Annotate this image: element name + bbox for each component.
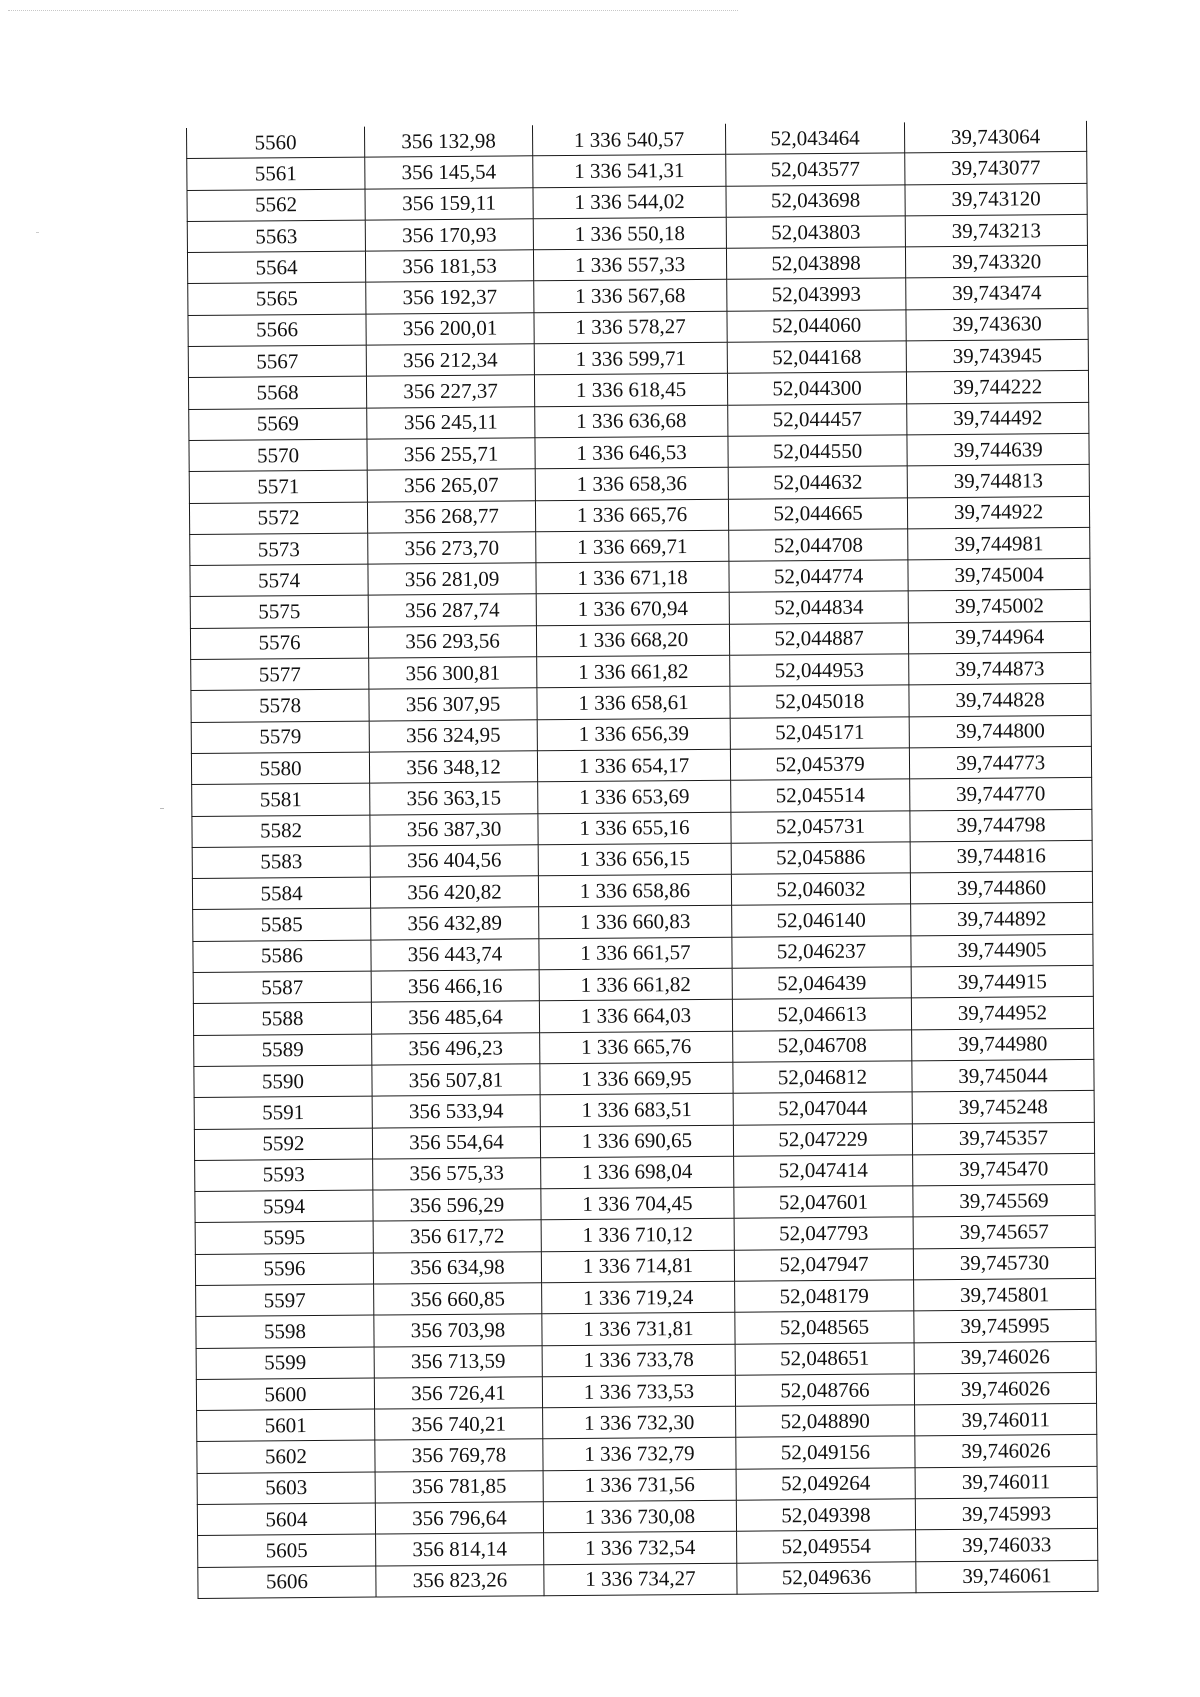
longitude-cell: 39,743120 [905,183,1087,216]
x-coordinate-cell: 356 265,07 [367,469,535,502]
longitude-cell: 39,744981 [908,527,1090,560]
latitude-cell: 52,044300 [727,372,906,405]
latitude-cell: 52,044168 [727,341,906,374]
y-coordinate-cell: 1 336 719,24 [542,1281,735,1314]
longitude-cell: 39,746033 [916,1529,1098,1562]
x-coordinate-cell: 356 192,37 [366,281,534,314]
y-coordinate-cell: 1 336 656,15 [538,843,731,876]
longitude-cell: 39,745730 [913,1247,1095,1280]
y-coordinate-cell: 1 336 567,68 [534,280,727,313]
point-number-cell: 5577 [191,658,369,691]
longitude-cell: 39,744816 [910,840,1092,873]
y-coordinate-cell: 1 336 578,27 [534,311,727,344]
longitude-cell: 39,744800 [909,715,1091,748]
y-coordinate-cell: 1 336 599,71 [534,342,727,375]
latitude-cell: 52,049156 [736,1436,915,1469]
longitude-cell: 39,745995 [914,1310,1096,1343]
longitude-cell: 39,745002 [908,590,1090,623]
point-number-cell: 5594 [195,1190,373,1223]
longitude-cell: 39,745044 [912,1059,1094,1092]
latitude-cell: 52,043993 [727,278,906,311]
longitude-cell: 39,746026 [914,1341,1096,1374]
y-coordinate-cell: 1 336 618,45 [534,374,727,407]
longitude-cell: 39,744980 [912,1028,1094,1061]
x-coordinate-cell: 356 255,71 [367,438,535,471]
x-coordinate-cell: 356 132,98 [364,125,532,157]
latitude-cell: 52,048565 [735,1311,914,1344]
y-coordinate-cell: 1 336 658,36 [535,468,728,501]
y-coordinate-cell: 1 336 653,69 [538,780,731,813]
longitude-cell: 39,744964 [908,621,1090,654]
point-number-cell: 5603 [197,1472,375,1505]
point-number-cell: 5570 [189,439,367,472]
x-coordinate-cell: 356 307,95 [369,688,537,721]
longitude-cell: 39,744828 [909,684,1091,717]
scan-edge-line [8,10,738,11]
latitude-cell: 52,049264 [736,1468,915,1501]
latitude-cell: 52,049554 [737,1530,916,1563]
coordinates-table-wrapper [186,121,1099,1599]
latitude-cell: 52,047414 [734,1155,913,1188]
y-coordinate-cell: 1 336 671,18 [536,561,729,594]
y-coordinate-cell: 1 336 544,02 [533,186,726,219]
latitude-cell: 52,048766 [735,1374,914,1407]
point-number-cell: 5597 [196,1284,374,1317]
x-coordinate-cell: 356 823,26 [376,1564,544,1597]
x-coordinate-cell: 356 660,85 [374,1283,542,1316]
x-coordinate-cell: 356 596,29 [373,1189,541,1222]
y-coordinate-cell: 1 336 732,30 [543,1406,736,1439]
point-number-cell: 5606 [198,1566,376,1599]
latitude-cell: 52,044665 [728,497,907,530]
x-coordinate-cell: 356 466,16 [371,970,539,1003]
point-number-cell: 5595 [195,1221,373,1254]
latitude-cell: 52,044550 [728,435,907,468]
point-number-cell: 5599 [196,1347,374,1380]
point-number-cell: 5583 [192,846,370,879]
x-coordinate-cell: 356 227,37 [366,375,534,408]
latitude-cell: 52,044953 [730,654,909,687]
latitude-cell: 52,045731 [731,810,910,843]
x-coordinate-cell: 356 781,85 [375,1471,543,1504]
x-coordinate-cell: 356 363,15 [370,782,538,815]
x-coordinate-cell: 356 533,94 [372,1095,540,1128]
latitude-cell: 52,043803 [726,216,905,249]
latitude-cell: 52,048651 [735,1342,914,1375]
latitude-cell: 52,047947 [734,1249,913,1282]
point-number-cell: 5579 [191,721,369,754]
x-coordinate-cell: 356 200,01 [366,313,534,346]
y-coordinate-cell: 1 336 698,04 [541,1156,734,1189]
point-number-cell: 5580 [191,752,369,785]
y-coordinate-cell: 1 336 655,16 [538,812,731,845]
latitude-cell: 52,045171 [730,716,909,749]
point-number-cell: 5576 [190,627,368,660]
point-number-cell: 5587 [193,971,371,1004]
longitude-cell: 39,744798 [910,809,1092,842]
point-number-cell: 5584 [192,877,370,910]
y-coordinate-cell: 1 336 704,45 [541,1187,734,1220]
point-number-cell: 5592 [194,1128,372,1161]
point-number-cell: 5602 [197,1441,375,1474]
longitude-cell: 39,745470 [913,1153,1095,1186]
point-number-cell: 5591 [194,1096,372,1129]
y-coordinate-cell: 1 336 661,57 [539,937,732,970]
longitude-cell: 39,744639 [907,433,1089,466]
point-number-cell: 5566 [188,314,366,347]
scan-mark [36,232,39,233]
latitude-cell: 52,047601 [734,1186,913,1219]
point-number-cell: 5568 [188,376,366,409]
point-number-cell: 5588 [193,1002,371,1035]
x-coordinate-cell: 356 420,82 [370,876,538,909]
longitude-cell: 39,743474 [906,277,1088,310]
latitude-cell: 52,043577 [726,153,905,186]
point-number-cell: 5601 [197,1409,375,1442]
x-coordinate-cell: 356 159,11 [365,187,533,220]
x-coordinate-cell: 356 170,93 [365,219,533,252]
latitude-cell: 52,047229 [733,1123,912,1156]
latitude-cell: 52,043698 [726,184,905,217]
x-coordinate-cell: 356 300,81 [369,657,537,690]
y-coordinate-cell: 1 336 731,56 [543,1469,736,1502]
x-coordinate-cell: 356 617,72 [373,1220,541,1253]
latitude-cell: 52,044632 [728,466,907,499]
x-coordinate-cell: 356 287,74 [368,594,536,627]
point-number-cell: 5562 [187,189,365,222]
y-coordinate-cell: 1 336 661,82 [539,968,732,1001]
longitude-cell: 39,744922 [907,496,1089,529]
longitude-cell: 39,743213 [905,214,1087,247]
latitude-cell: 52,047044 [733,1092,912,1125]
y-coordinate-cell: 1 336 658,61 [537,687,730,720]
longitude-cell: 39,746011 [915,1466,1097,1499]
point-number-cell: 5581 [192,783,370,816]
longitude-cell: 39,745357 [912,1122,1094,1155]
longitude-cell: 39,746011 [915,1404,1097,1437]
point-number-cell: 5582 [192,815,370,848]
latitude-cell: 52,046613 [732,998,911,1031]
point-number-cell: 5600 [196,1378,374,1411]
point-number-cell: 5585 [193,908,371,941]
y-coordinate-cell: 1 336 661,82 [537,655,730,688]
point-number-cell: 5598 [196,1315,374,1348]
point-number-cell: 5572 [189,502,367,535]
point-number-cell: 5560 [186,127,364,159]
y-coordinate-cell: 1 336 660,83 [539,906,732,939]
point-number-cell: 5563 [187,220,365,253]
y-coordinate-cell: 1 336 732,54 [544,1532,737,1565]
longitude-cell: 39,745569 [913,1184,1095,1217]
longitude-cell: 39,744915 [911,965,1093,998]
x-coordinate-cell: 356 443,74 [371,938,539,971]
x-coordinate-cell: 356 212,34 [366,344,534,377]
longitude-cell: 39,744492 [907,402,1089,435]
point-number-cell: 5593 [195,1159,373,1192]
x-coordinate-cell: 356 181,53 [365,250,533,283]
latitude-cell: 52,046439 [732,967,911,1000]
x-coordinate-cell: 356 485,64 [371,1001,539,1034]
point-number-cell: 5569 [189,408,367,441]
x-coordinate-cell: 356 268,77 [367,500,535,533]
x-coordinate-cell: 356 703,98 [374,1314,542,1347]
scan-mark [160,808,164,809]
point-number-cell: 5574 [190,564,368,597]
latitude-cell: 52,045018 [730,685,909,718]
y-coordinate-cell: 1 336 690,65 [540,1125,733,1158]
longitude-cell: 39,744770 [910,778,1092,811]
x-coordinate-cell: 356 348,12 [369,751,537,784]
latitude-cell: 52,044834 [729,591,908,624]
latitude-cell: 52,046812 [733,1061,912,1094]
x-coordinate-cell: 356 507,81 [372,1064,540,1097]
point-number-cell: 5567 [188,345,366,378]
point-number-cell: 5586 [193,940,371,973]
table-row [198,1560,1098,1598]
y-coordinate-cell: 1 336 646,53 [535,436,728,469]
latitude-cell: 52,049398 [736,1499,915,1532]
latitude-cell: 52,044457 [728,404,907,437]
point-number-cell: 5589 [194,1034,372,1067]
y-coordinate-cell: 1 336 664,03 [539,1000,732,1033]
y-coordinate-cell: 1 336 730,08 [543,1500,736,1533]
x-coordinate-cell: 356 145,54 [365,156,533,189]
y-coordinate-cell: 1 336 670,94 [536,593,729,626]
longitude-cell: 39,744813 [907,465,1089,498]
x-coordinate-cell: 356 814,14 [376,1533,544,1566]
longitude-cell: 39,743630 [906,308,1088,341]
longitude-cell: 39,743064 [904,121,1086,153]
y-coordinate-cell: 1 336 669,95 [540,1062,733,1095]
x-coordinate-cell: 356 324,95 [369,719,537,752]
y-coordinate-cell: 1 336 658,86 [538,874,731,907]
y-coordinate-cell: 1 336 656,39 [537,718,730,751]
latitude-cell: 52,044708 [729,529,908,562]
x-coordinate-cell: 356 796,64 [375,1502,543,1535]
longitude-cell: 39,746061 [916,1560,1098,1593]
y-coordinate-cell: 1 336 733,78 [542,1344,735,1377]
y-coordinate-cell: 1 336 668,20 [536,624,729,657]
latitude-cell: 52,045379 [730,748,909,781]
y-coordinate-cell: 1 336 683,51 [540,1093,733,1126]
longitude-cell: 39,743945 [906,339,1088,372]
longitude-cell: 39,745801 [914,1278,1096,1311]
x-coordinate-cell: 356 245,11 [367,406,535,439]
latitude-cell: 52,046140 [732,904,911,937]
point-number-cell: 5604 [197,1503,375,1536]
latitude-cell: 52,046237 [732,936,911,969]
longitude-cell: 39,745657 [913,1216,1095,1249]
point-number-cell: 5571 [189,470,367,503]
y-coordinate-cell: 1 336 665,76 [540,1031,733,1064]
y-coordinate-cell: 1 336 550,18 [533,217,726,250]
latitude-cell: 52,044060 [727,310,906,343]
longitude-cell: 39,744952 [911,997,1093,1030]
longitude-cell: 39,744860 [910,872,1092,905]
x-coordinate-cell: 356 496,23 [372,1032,540,1065]
x-coordinate-cell: 356 293,56 [368,626,536,659]
point-number-cell: 5565 [188,283,366,316]
longitude-cell: 39,743320 [905,246,1087,279]
y-coordinate-cell: 1 336 541,31 [533,155,726,188]
y-coordinate-cell: 1 336 710,12 [541,1219,734,1252]
x-coordinate-cell: 356 387,30 [370,813,538,846]
longitude-cell: 39,744873 [909,652,1091,685]
latitude-cell: 52,045886 [731,842,910,875]
y-coordinate-cell: 1 336 733,53 [542,1375,735,1408]
point-number-cell: 5605 [198,1534,376,1567]
latitude-cell: 52,048890 [736,1405,915,1438]
x-coordinate-cell: 356 281,09 [368,563,536,596]
x-coordinate-cell: 356 273,70 [368,532,536,565]
longitude-cell: 39,745004 [908,559,1090,592]
point-number-cell: 5596 [195,1253,373,1286]
y-coordinate-cell: 1 336 731,81 [542,1313,735,1346]
x-coordinate-cell: 356 769,78 [375,1439,543,1472]
longitude-cell: 39,745248 [912,1091,1094,1124]
latitude-cell: 52,046032 [731,873,910,906]
latitude-cell: 52,043898 [726,247,905,280]
longitude-cell: 39,746026 [914,1372,1096,1405]
y-coordinate-cell: 1 336 540,57 [532,124,725,156]
point-number-cell: 5578 [191,689,369,722]
y-coordinate-cell: 1 336 714,81 [541,1250,734,1283]
x-coordinate-cell: 356 740,21 [375,1408,543,1441]
x-coordinate-cell: 356 554,64 [372,1126,540,1159]
longitude-cell: 39,744892 [911,903,1093,936]
latitude-cell: 52,046708 [733,1029,912,1062]
longitude-cell: 39,745993 [915,1497,1097,1530]
latitude-cell: 52,049636 [737,1561,916,1594]
y-coordinate-cell: 1 336 654,17 [537,749,730,782]
y-coordinate-cell: 1 336 636,68 [535,405,728,438]
x-coordinate-cell: 356 432,89 [371,907,539,940]
latitude-cell: 52,044887 [729,623,908,656]
latitude-cell: 52,047793 [734,1217,913,1250]
point-number-cell: 5564 [187,251,365,284]
point-number-cell: 5561 [187,157,365,190]
y-coordinate-cell: 1 336 557,33 [533,248,726,281]
x-coordinate-cell: 356 575,33 [373,1158,541,1191]
y-coordinate-cell: 1 336 665,76 [535,499,728,532]
x-coordinate-cell: 356 404,56 [370,845,538,878]
latitude-cell: 52,045514 [731,779,910,812]
y-coordinate-cell: 1 336 669,71 [536,530,729,563]
latitude-cell: 52,044774 [729,560,908,593]
y-coordinate-cell: 1 336 734,27 [544,1563,737,1596]
y-coordinate-cell: 1 336 732,79 [543,1438,736,1471]
x-coordinate-cell: 356 634,98 [373,1251,541,1284]
latitude-cell: 52,043464 [725,122,904,154]
longitude-cell: 39,744773 [909,746,1091,779]
coordinates-table-body [186,121,1098,1598]
longitude-cell: 39,744222 [906,371,1088,404]
point-number-cell: 5590 [194,1065,372,1098]
longitude-cell: 39,744905 [911,934,1093,967]
point-number-cell: 5573 [190,533,368,566]
x-coordinate-cell: 356 713,59 [374,1345,542,1378]
coordinates-table [186,121,1099,1599]
x-coordinate-cell: 356 726,41 [374,1377,542,1410]
longitude-cell: 39,746026 [915,1435,1097,1468]
longitude-cell: 39,743077 [905,152,1087,185]
latitude-cell: 52,048179 [735,1280,914,1313]
point-number-cell: 5575 [190,596,368,629]
